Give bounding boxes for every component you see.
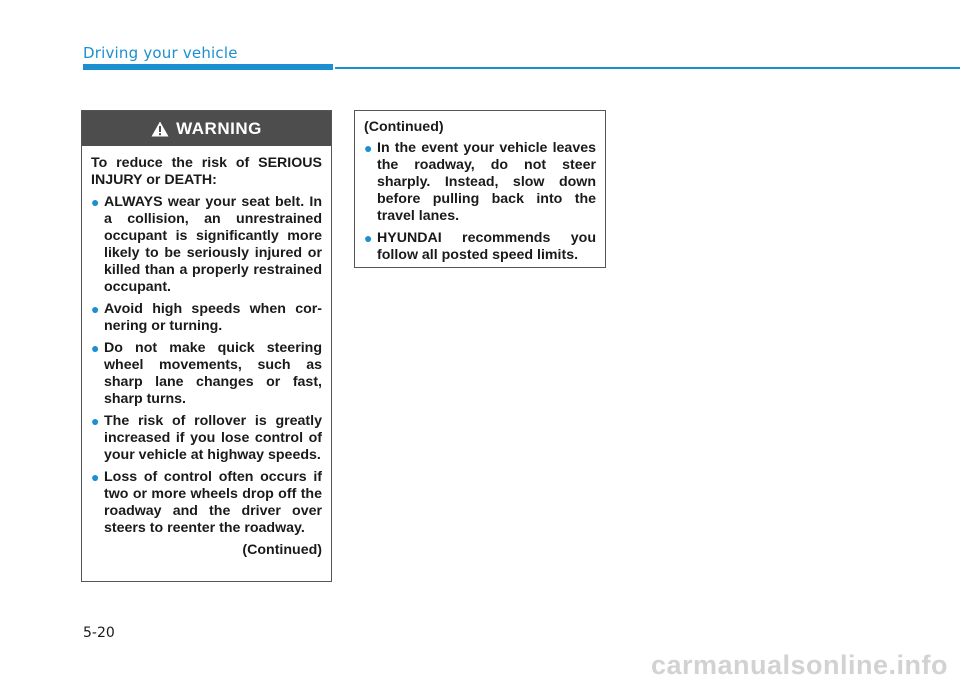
bullet-text: Loss of control often occurs if two or more wheels drop off the roadway and the driver over steers to reenter the roadway. (104, 469, 322, 536)
continued-body (355, 111, 605, 264)
bullet-icon: ● (364, 230, 373, 246)
header-rule-thick (83, 64, 333, 70)
bullet-icon: ● (91, 413, 100, 429)
warning-header-label: WARNING (176, 118, 262, 138)
bullet-text: HYUNDAI recommends you follow all posted speed limits. (377, 230, 596, 263)
bullet-text: In the event your vehicle leaves the roadway, do not steer sharply. Instead, slow down before pulling back into the travel lanes. (377, 140, 596, 224)
warning-box (81, 110, 332, 582)
list-item (364, 230, 596, 264)
bullet-icon: ● (91, 469, 100, 485)
section-title: Driving your vehicle (83, 44, 238, 62)
bullet-icon: ● (91, 301, 100, 317)
watermark: carmanualsonline.info (650, 650, 948, 680)
warning-intro: To reduce the risk of SERIOUS INJURY or DEATH: (91, 155, 322, 188)
bullet-text: ALWAYS wear your seat belt. In a collision, an unrestrained occupant is significantly more likely to be seriously injured or killed than a properly restrained occupant. (104, 194, 322, 295)
list-item (364, 140, 596, 225)
continued-box (354, 110, 606, 268)
bullet-icon: ● (91, 340, 100, 356)
warning-header (82, 111, 331, 146)
list-item (91, 340, 322, 408)
list-item (91, 194, 322, 296)
bullet-text: Avoid high speeds when cor-nering or turning. (104, 301, 322, 334)
continued-label: (Continued) (242, 542, 322, 558)
warning-bullet-list (91, 194, 322, 537)
continued-label: (Continued) (364, 119, 444, 135)
list-item (91, 469, 322, 537)
list-item (91, 413, 322, 464)
bullet-icon: ● (91, 194, 100, 210)
continued-bullet-list (364, 140, 596, 264)
bullet-icon: ● (364, 140, 373, 156)
warning-body (82, 146, 331, 559)
list-item (91, 301, 322, 335)
header-rule-thin (335, 67, 960, 69)
bullet-text: The risk of rollover is greatly increased if you lose control of your vehicle at highway speeds. (104, 413, 322, 463)
warning-triangle-icon (151, 121, 169, 137)
bullet-text: Do not make quick steering wheel movements, such as sharp lane changes or fast, sharp turns. (104, 340, 322, 407)
page-number: 5-20 (83, 625, 115, 641)
